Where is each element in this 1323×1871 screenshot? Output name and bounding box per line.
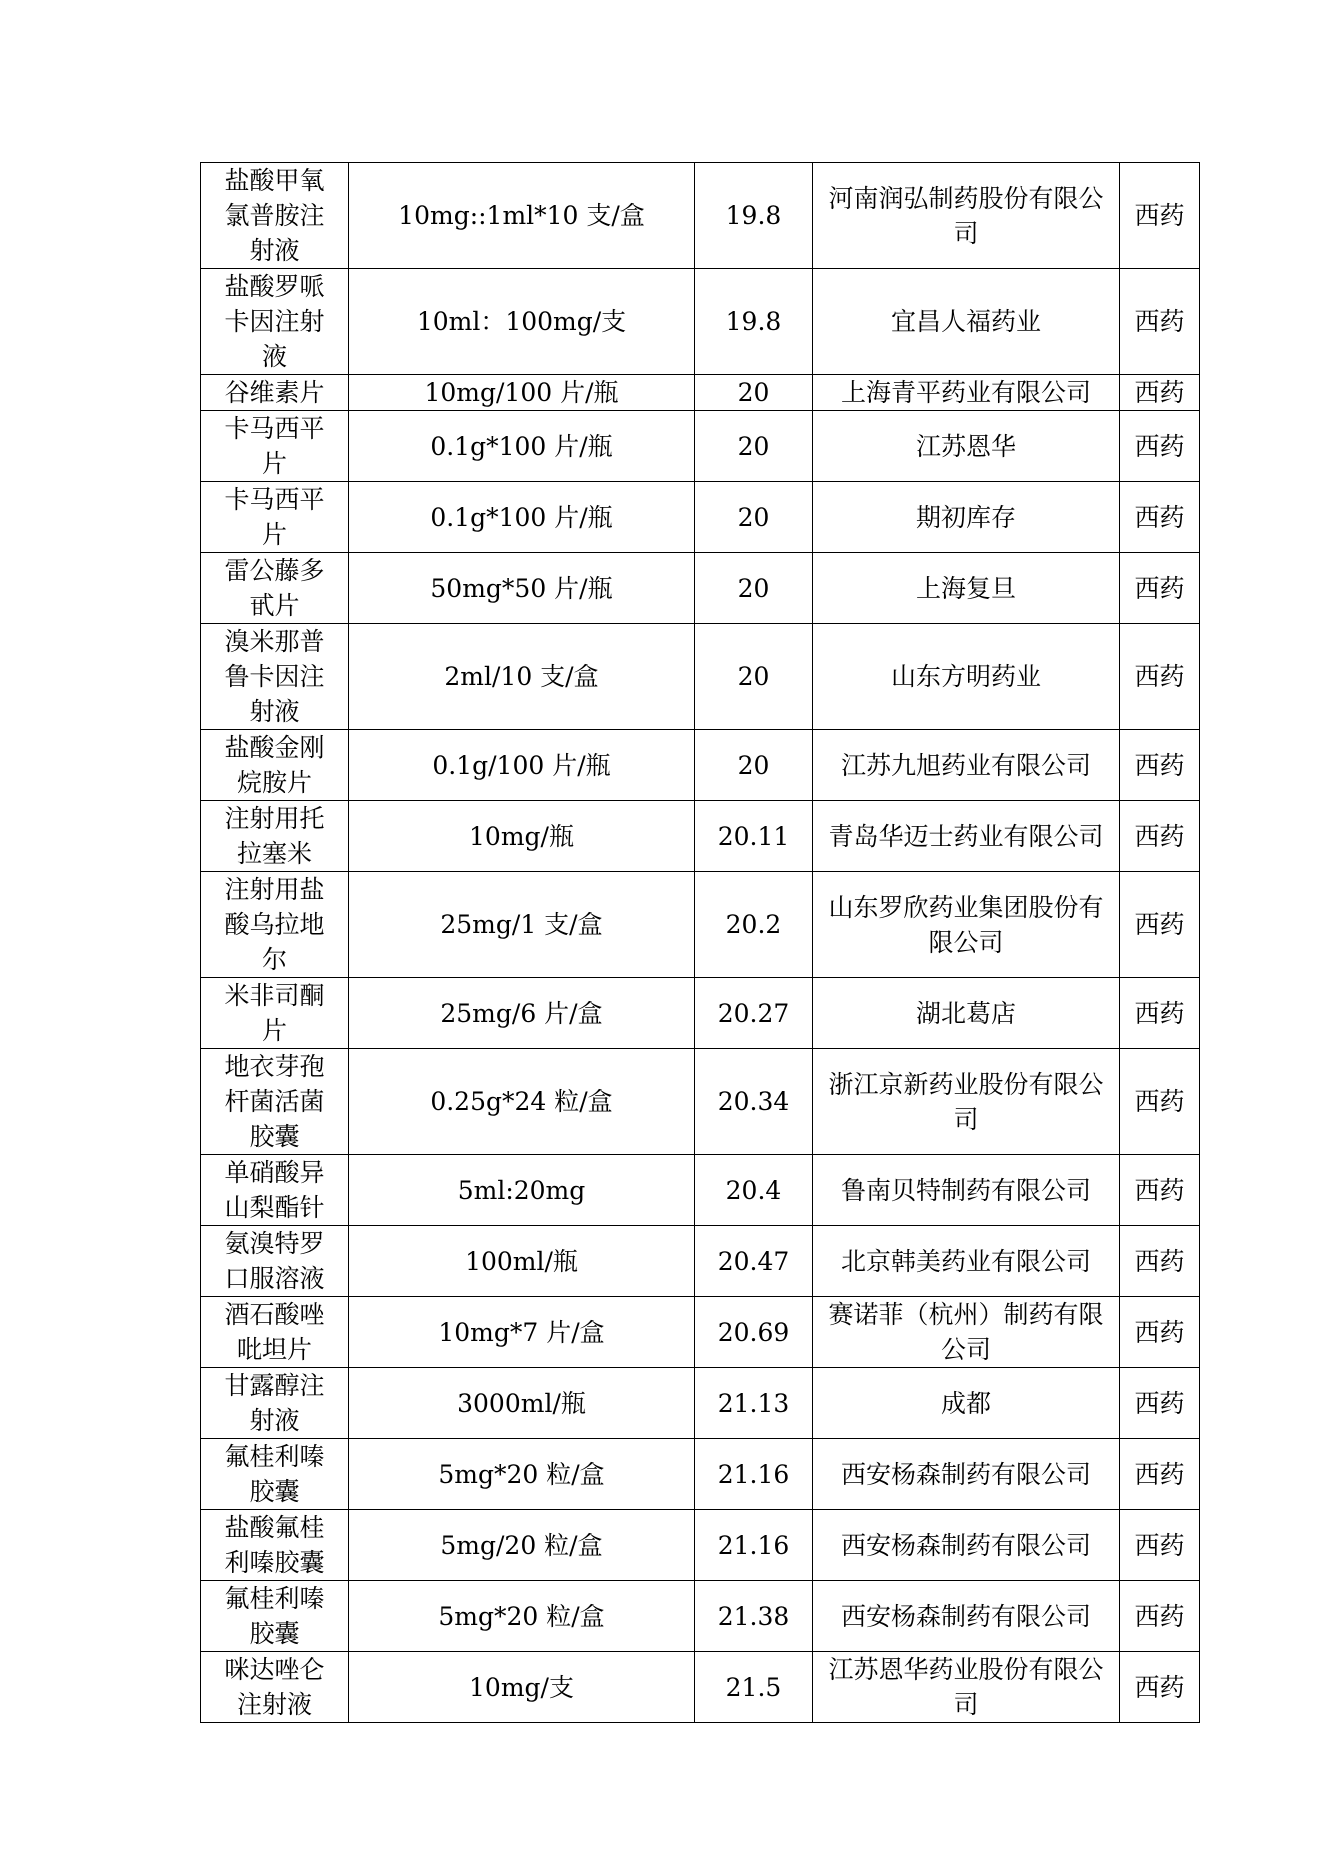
- drug-price-cell: 20: [695, 553, 813, 624]
- table-row: [201, 1368, 1200, 1439]
- drug-category-cell: 西药: [1120, 1368, 1200, 1439]
- drug-category-cell: 西药: [1120, 375, 1200, 411]
- table-row: [201, 624, 1200, 730]
- drug-name-cell: 咪达唑仑注射液: [201, 1652, 349, 1723]
- drug-name-cell: 氟桂利嗪胶囊: [201, 1439, 349, 1510]
- drug-price-cell: 21.16: [695, 1510, 813, 1581]
- drug-price-cell: 20: [695, 482, 813, 553]
- drug-price-cell: 19.8: [695, 269, 813, 375]
- drug-category-cell: 西药: [1120, 1581, 1200, 1652]
- drug-maker-cell: 鲁南贝特制药有限公司: [813, 1155, 1120, 1226]
- drug-price-cell: 19.8: [695, 163, 813, 269]
- drug-maker-cell: 西安杨森制药有限公司: [813, 1510, 1120, 1581]
- table-row: [201, 801, 1200, 872]
- drug-maker-cell: 宜昌人福药业: [813, 269, 1120, 375]
- drug-spec-cell: 10mg/100 片/瓶: [349, 375, 695, 411]
- drug-name-cell: 地衣芽孢杆菌活菌胶囊: [201, 1049, 349, 1155]
- drug-maker-cell: 山东方明药业: [813, 624, 1120, 730]
- drug-spec-cell: 5mg*20 粒/盒: [349, 1439, 695, 1510]
- table-row: [201, 269, 1200, 375]
- drug-category-cell: 西药: [1120, 1510, 1200, 1581]
- drug-name-cell: 溴米那普鲁卡因注射液: [201, 624, 349, 730]
- drug-name-cell: 米非司酮片: [201, 978, 349, 1049]
- table-row: [201, 978, 1200, 1049]
- drug-maker-cell: 西安杨森制药有限公司: [813, 1439, 1120, 1510]
- drug-spec-cell: 3000ml/瓶: [349, 1368, 695, 1439]
- drug-spec-cell: 0.1g*100 片/瓶: [349, 482, 695, 553]
- drug-category-cell: 西药: [1120, 269, 1200, 375]
- drug-name-cell: 注射用盐酸乌拉地尔: [201, 872, 349, 978]
- drug-price-cell: 20.4: [695, 1155, 813, 1226]
- drug-spec-cell: 25mg/1 支/盒: [349, 872, 695, 978]
- drug-category-cell: 西药: [1120, 1652, 1200, 1723]
- drug-category-cell: 西药: [1120, 1226, 1200, 1297]
- drug-category-cell: 西药: [1120, 553, 1200, 624]
- drug-category-cell: 西药: [1120, 872, 1200, 978]
- drug-price-cell: 20.69: [695, 1297, 813, 1368]
- drug-price-cell: 20.34: [695, 1049, 813, 1155]
- drug-name-cell: 卡马西平片: [201, 411, 349, 482]
- drug-name-cell: 谷维素片: [201, 375, 349, 411]
- drug-category-cell: 西药: [1120, 730, 1200, 801]
- drug-maker-cell: 期初库存: [813, 482, 1120, 553]
- table-row: [201, 1226, 1200, 1297]
- drug-name-cell: 酒石酸唑吡坦片: [201, 1297, 349, 1368]
- drug-spec-cell: 5mg*20 粒/盒: [349, 1581, 695, 1652]
- drug-maker-cell: 赛诺菲（杭州）制药有限公司: [813, 1297, 1120, 1368]
- drug-name-cell: 雷公藤多甙片: [201, 553, 349, 624]
- drug-maker-cell: 北京韩美药业有限公司: [813, 1226, 1120, 1297]
- drug-category-cell: 西药: [1120, 163, 1200, 269]
- table-row: [201, 1510, 1200, 1581]
- drug-name-cell: 氟桂利嗪胶囊: [201, 1581, 349, 1652]
- drug-name-cell: 盐酸金刚烷胺片: [201, 730, 349, 801]
- drug-spec-cell: 0.1g*100 片/瓶: [349, 411, 695, 482]
- drug-price-cell: 20.27: [695, 978, 813, 1049]
- table-row: [201, 482, 1200, 553]
- table-row: [201, 1439, 1200, 1510]
- table-row: [201, 1652, 1200, 1723]
- drug-spec-cell: 0.25g*24 粒/盒: [349, 1049, 695, 1155]
- drug-maker-cell: 江苏恩华: [813, 411, 1120, 482]
- drug-maker-cell: 成都: [813, 1368, 1120, 1439]
- drug-spec-cell: 10ml：100mg/支: [349, 269, 695, 375]
- drug-maker-cell: 江苏恩华药业股份有限公司: [813, 1652, 1120, 1723]
- drug-spec-cell: 50mg*50 片/瓶: [349, 553, 695, 624]
- drug-category-cell: 西药: [1120, 624, 1200, 730]
- drug-spec-cell: 100ml/瓶: [349, 1226, 695, 1297]
- drug-maker-cell: 河南润弘制药股份有限公司: [813, 163, 1120, 269]
- drug-name-cell: 盐酸甲氧氯普胺注射液: [201, 163, 349, 269]
- drug-category-cell: 西药: [1120, 1439, 1200, 1510]
- table-row: [201, 411, 1200, 482]
- drug-spec-cell: 10mg*7 片/盒: [349, 1297, 695, 1368]
- drug-name-cell: 盐酸罗哌卡因注射液: [201, 269, 349, 375]
- drug-name-cell: 盐酸氟桂利嗪胶囊: [201, 1510, 349, 1581]
- drug-maker-cell: 湖北葛店: [813, 978, 1120, 1049]
- drug-spec-cell: 5mg/20 粒/盒: [349, 1510, 695, 1581]
- drug-spec-cell: 10mg::1ml*10 支/盒: [349, 163, 695, 269]
- drug-price-cell: 20.47: [695, 1226, 813, 1297]
- table-row: [201, 1581, 1200, 1652]
- drug-category-cell: 西药: [1120, 801, 1200, 872]
- drug-price-cell: 20.11: [695, 801, 813, 872]
- drug-spec-cell: 10mg/瓶: [349, 801, 695, 872]
- drug-maker-cell: 浙江京新药业股份有限公司: [813, 1049, 1120, 1155]
- drug-name-cell: 注射用托拉塞米: [201, 801, 349, 872]
- drug-category-cell: 西药: [1120, 1049, 1200, 1155]
- drug-maker-cell: 上海复旦: [813, 553, 1120, 624]
- drug-name-cell: 甘露醇注射液: [201, 1368, 349, 1439]
- drug-maker-cell: 西安杨森制药有限公司: [813, 1581, 1120, 1652]
- drug-maker-cell: 上海青平药业有限公司: [813, 375, 1120, 411]
- table-row: [201, 730, 1200, 801]
- table-row: [201, 872, 1200, 978]
- drug-maker-cell: 青岛华迈士药业有限公司: [813, 801, 1120, 872]
- drug-category-cell: 西药: [1120, 1155, 1200, 1226]
- drug-maker-cell: 山东罗欣药业集团股份有限公司: [813, 872, 1120, 978]
- drug-category-cell: 西药: [1120, 411, 1200, 482]
- drug-spec-cell: 0.1g/100 片/瓶: [349, 730, 695, 801]
- table-row: [201, 375, 1200, 411]
- drug-price-cell: 21.38: [695, 1581, 813, 1652]
- drug-spec-cell: 10mg/支: [349, 1652, 695, 1723]
- drug-spec-cell: 5ml:20mg: [349, 1155, 695, 1226]
- drug-table-body: [201, 163, 1200, 1723]
- table-row: [201, 163, 1200, 269]
- drug-spec-cell: 25mg/6 片/盒: [349, 978, 695, 1049]
- table-row: [201, 1155, 1200, 1226]
- drug-price-cell: 20: [695, 411, 813, 482]
- drug-price-cell: 21.16: [695, 1439, 813, 1510]
- drug-spec-cell: 2ml/10 支/盒: [349, 624, 695, 730]
- drug-price-cell: 20: [695, 730, 813, 801]
- table-row: [201, 1297, 1200, 1368]
- table-row: [201, 1049, 1200, 1155]
- drug-price-cell: 21.13: [695, 1368, 813, 1439]
- drug-category-cell: 西药: [1120, 978, 1200, 1049]
- drug-price-cell: 20.2: [695, 872, 813, 978]
- drug-category-cell: 西药: [1120, 1297, 1200, 1368]
- table-row: [201, 553, 1200, 624]
- drug-name-cell: 氨溴特罗口服溶液: [201, 1226, 349, 1297]
- drug-maker-cell: 江苏九旭药业有限公司: [813, 730, 1120, 801]
- drug-name-cell: 卡马西平片: [201, 482, 349, 553]
- drug-price-cell: 20: [695, 624, 813, 730]
- drug-price-cell: 21.5: [695, 1652, 813, 1723]
- drug-table: [200, 162, 1200, 1723]
- drug-category-cell: 西药: [1120, 482, 1200, 553]
- drug-name-cell: 单硝酸异山梨酯针: [201, 1155, 349, 1226]
- drug-price-cell: 20: [695, 375, 813, 411]
